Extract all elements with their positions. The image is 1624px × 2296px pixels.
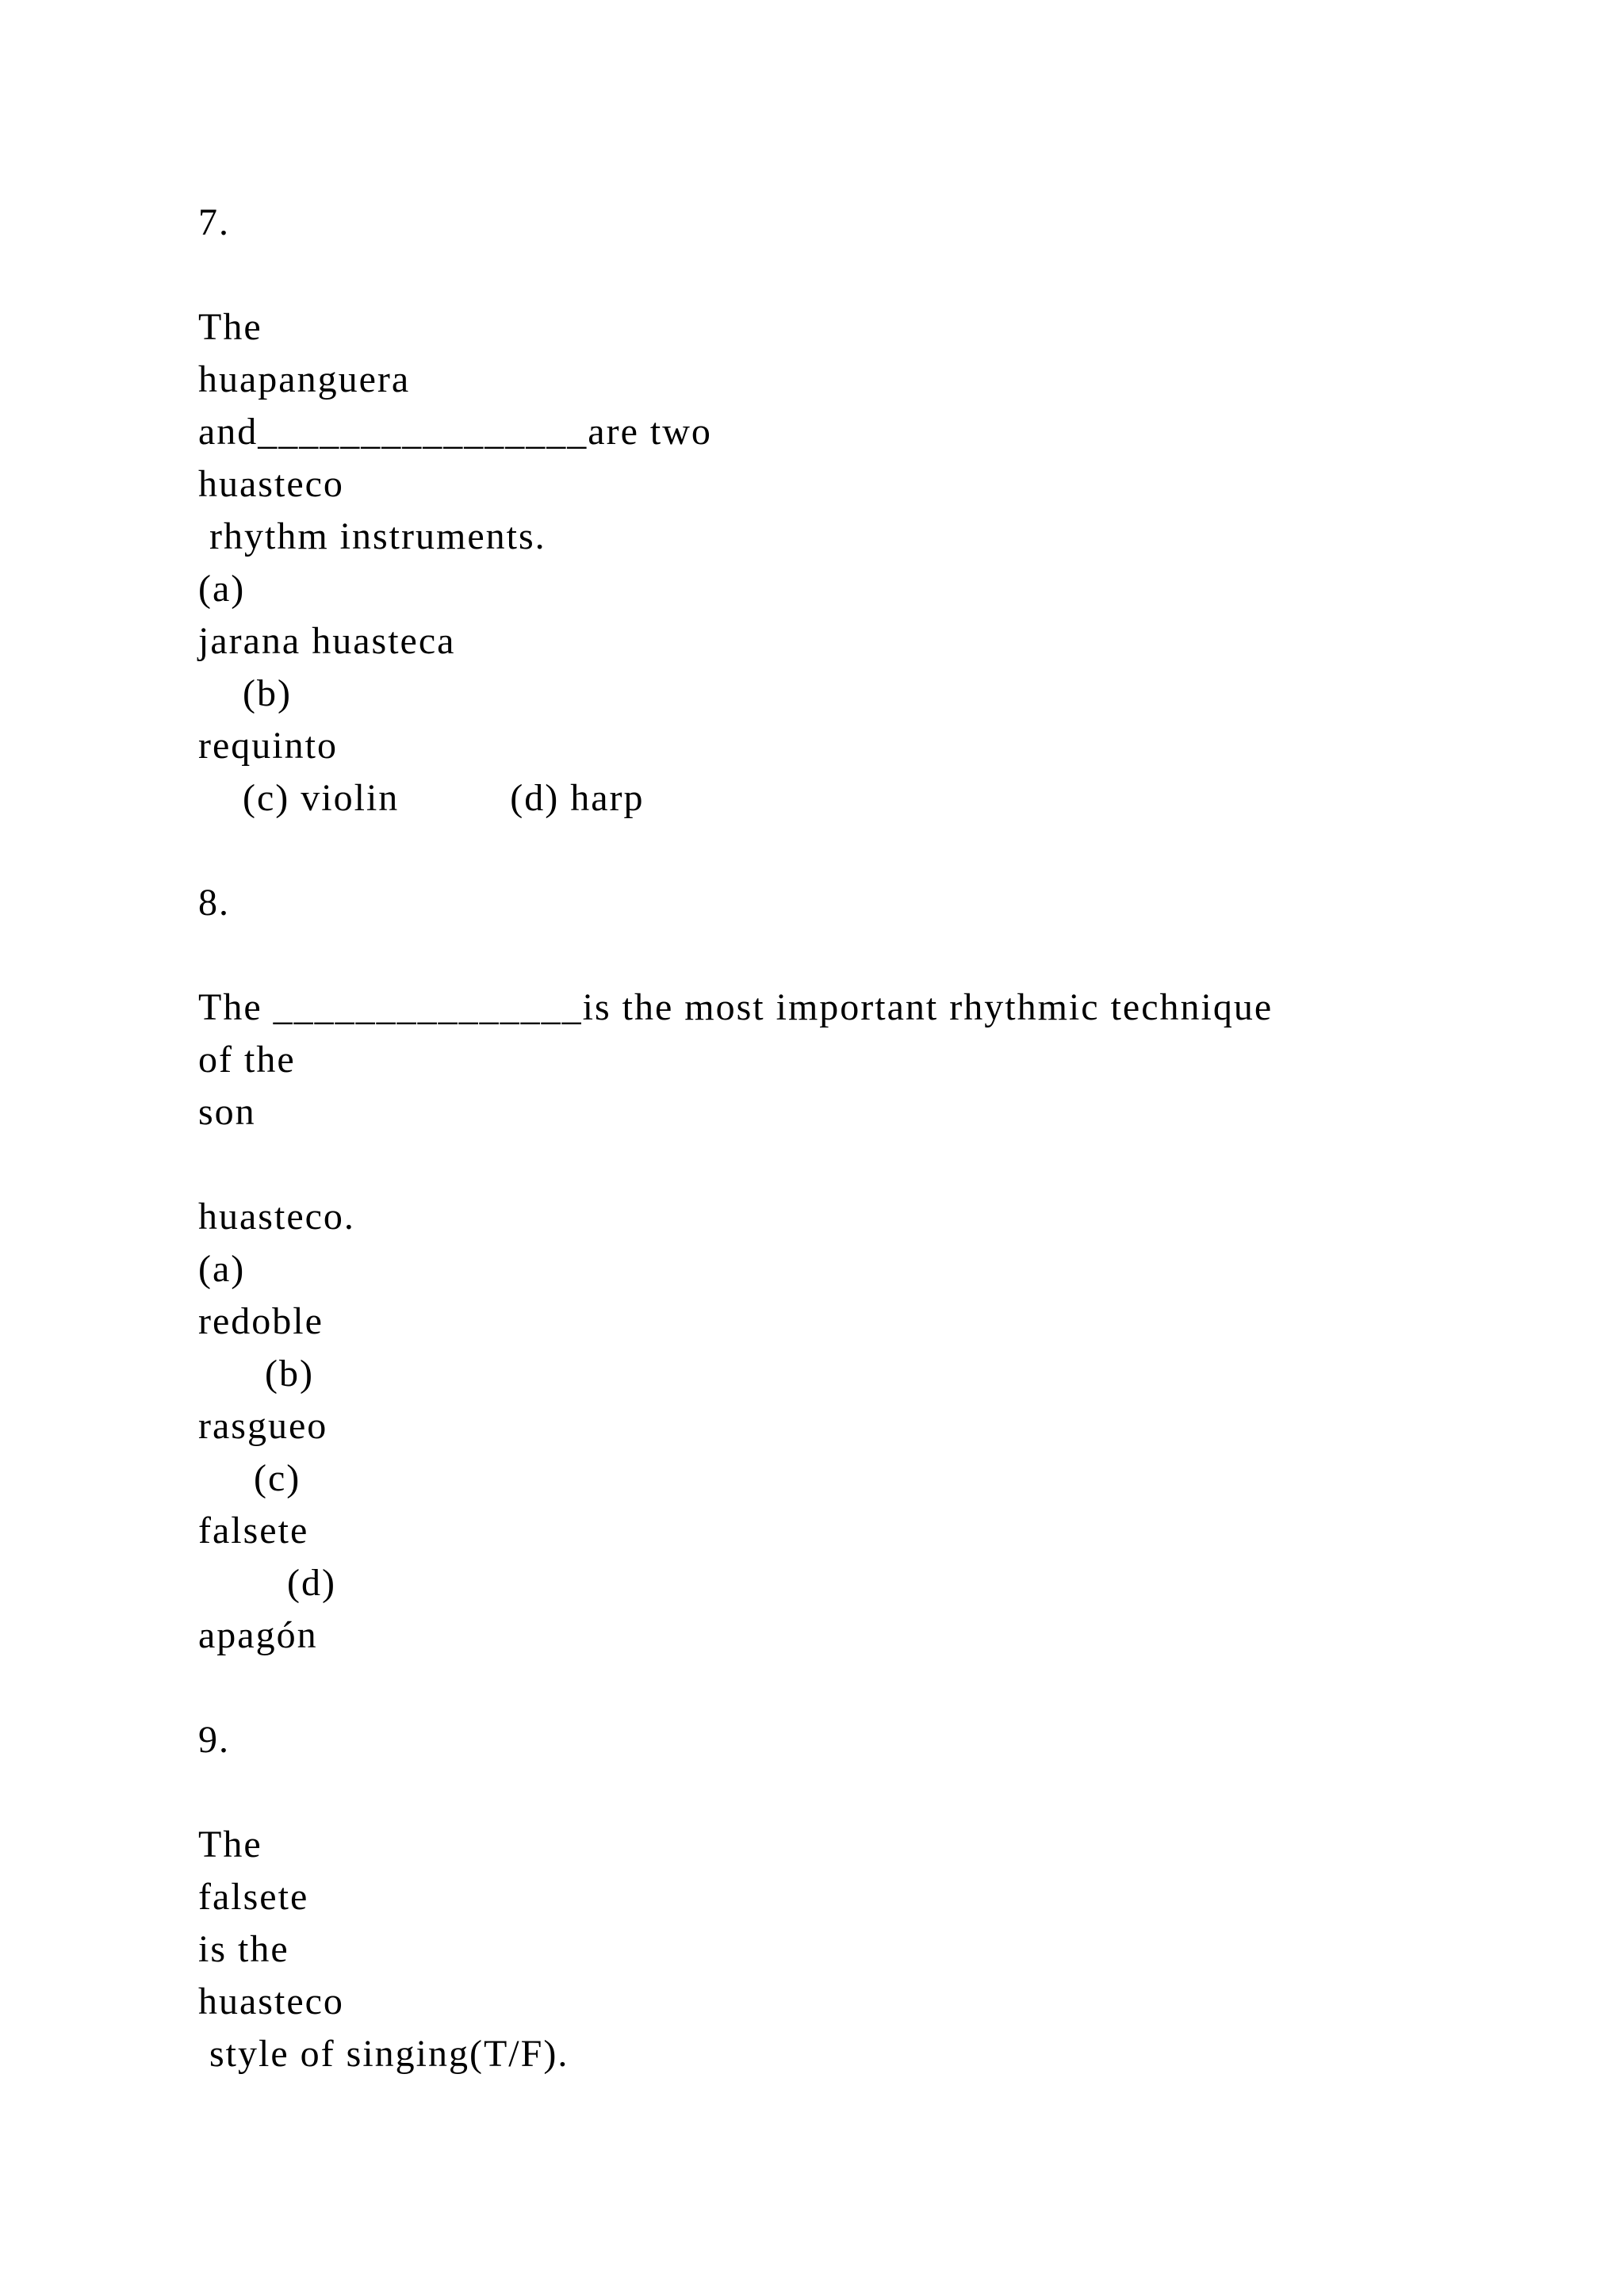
question-8-option-c-label: (c) xyxy=(198,1457,301,1499)
question-7-text-line-2: huapanguera xyxy=(198,358,411,400)
question-9-text-line-1: The xyxy=(198,1823,262,1866)
question-7-number: 7. xyxy=(198,201,230,243)
question-8-number: 8. xyxy=(198,882,230,924)
question-8-option-d-text: apagón xyxy=(198,1614,318,1656)
question-9-text-line-4: huasteco xyxy=(198,1980,344,2022)
question-7-option-a-label: (a) xyxy=(198,568,246,610)
question-8-text-line-2: of the xyxy=(198,1039,296,1081)
question-9-text-line-3: is the xyxy=(198,1928,289,1970)
question-9-text-line-2: falsete xyxy=(198,1876,309,1918)
question-8-option-c-text: falsete xyxy=(198,1510,309,1552)
question-7-option-c-d: (c) violin (d) harp xyxy=(198,777,645,819)
question-8-text-line-4: huasteco. xyxy=(198,1196,355,1238)
question-8-text-line-3: son xyxy=(198,1091,256,1133)
question-7-text-line-3: and________________are two xyxy=(198,411,712,453)
question-7-option-a-text: jarana huasteca xyxy=(198,620,456,662)
question-8-option-b-text: rasgueo xyxy=(198,1405,328,1447)
question-7-text-line-5: rhythm instruments. xyxy=(198,515,546,557)
question-8-option-d-label: (d) xyxy=(198,1562,336,1604)
question-8-option-a-label: (a) xyxy=(198,1248,246,1290)
question-7-option-b-text: requinto xyxy=(198,725,338,767)
question-8-option-b-label: (b) xyxy=(198,1353,314,1395)
question-8-option-a-text: redoble xyxy=(198,1300,324,1342)
question-7-text-line-4: huasteco xyxy=(198,463,344,505)
question-9-text-line-5: style of singing(T/F). xyxy=(198,2033,569,2075)
question-7-text-line-1: The xyxy=(198,306,262,348)
question-7-option-b-label: (b) xyxy=(198,672,292,714)
question-9-number: 9. xyxy=(198,1719,230,1761)
question-8-text-line-1: The _______________is the most important rhythmic technique xyxy=(198,986,1274,1028)
